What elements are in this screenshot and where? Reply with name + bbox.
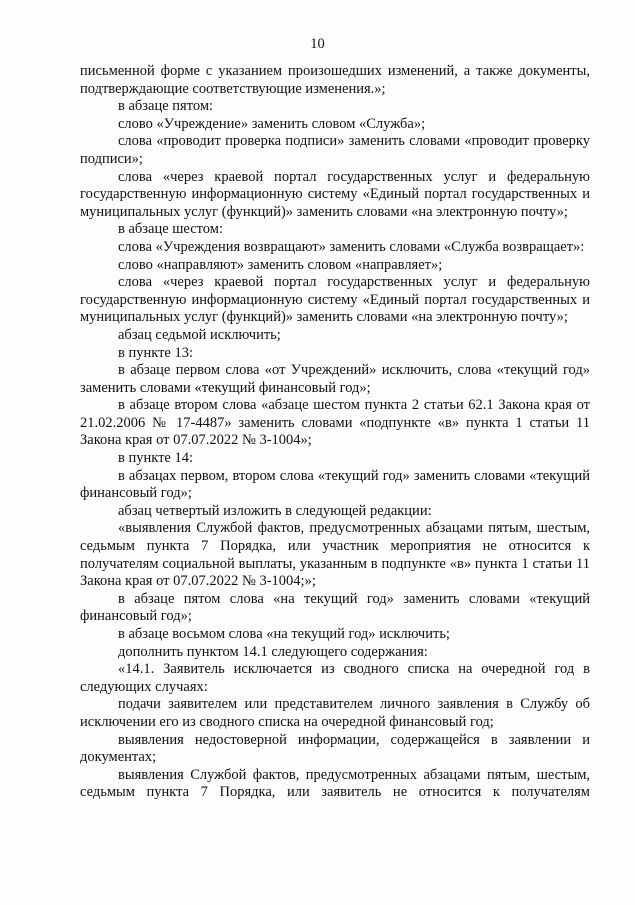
paragraph: слово «Учреждение» заменить словом «Служба»; [118, 115, 426, 132]
paragraph: в абзацах первом, втором слова «текущий год» заменить словами «текущий финансовый год»; [80, 467, 590, 502]
paragraph: слова «через краевой портал государственных услуг и федеральную государственную информационную систему «Единый портал государственных и муниципальных услуг (функций)» заменить словами «на электронную почту»; [80, 274, 590, 326]
paragraph: в абзаце пятом: [118, 98, 214, 115]
paragraph: «14.1. Заявитель исключается из сводного списка на очередной год в следующих случаях: [80, 661, 590, 695]
document-body [80, 63, 590, 802]
page-number: 10 [310, 36, 325, 52]
paragraph: слова «через краевой портал государственных услуг и федеральную государственную информационную систему «Единый портал государственных и муниципальных услуг (функций)» заменить словами «на электронную почту»; [80, 168, 590, 220]
paragraph: «выявления Службой фактов, предусмотренных абзацами пятым, шестым, седьмым пункта 7 Порядка, или участник мероприятия не относится к получателям социальной выплаты, указанным в подпункте «в» пункта 1 статьи 11 Закона края от 07.07.2022 № 3-1004;»; [80, 520, 590, 590]
paragraph: слово «направляют» заменить словом «направляет»; [118, 256, 443, 273]
paragraph: слова «проводит проверка подписи» заменить словами «проводит проверку подписи»; [80, 133, 590, 167]
paragraph: в пункте 13: [118, 344, 194, 361]
paragraph: дополнить пунктом 14.1 следующего содержания: [118, 643, 428, 660]
paragraph: выявления недостоверной информации, содержащейся в заявлении и документах; [80, 731, 590, 766]
paragraph: письменной форме с указанием произошедших изменений, а также документы, подтверждающие соответствующие изменения.»; [80, 63, 590, 97]
paragraph: в абзаце пятом слова «на текущий год» заменить словами «текущий финансовый год»; [80, 590, 590, 625]
paragraph: в абзаце восьмом слова «на текущий год» исключить; [118, 626, 450, 642]
paragraph: абзац седьмой исключить; [118, 326, 281, 343]
paragraph: в пункте 14: [118, 450, 194, 467]
paragraph: выявления Службой фактов, предусмотренных абзацами пятым, шестым, седьмым пункта 7 Порядка, или заявитель не относится к получателям [80, 766, 590, 801]
paragraph: в абзаце первом слова «от Учреждений» исключить, слова «текущий год» заменить словами «текущий финансовый год»; [80, 362, 590, 396]
paragraph: слова «Учреждения возвращают» заменить словами «Служба возвращает»: [118, 238, 585, 255]
paragraph: в абзаце втором слова «абзаце шестом пункта 2 статьи 62.1 Закона края от 21.02.2006 № 17-4487» заменить словами «подпункте «в» пункта 1 статьи 11 Закона края от 07.07.2022 № 3-1004»; [80, 397, 590, 449]
paragraph: абзац четвертый изложить в следующей редакции: [118, 502, 432, 519]
paragraph: подачи заявителем или представителем личного заявления в Службу об исключении его из сводного списка на очередной финансовый год; [80, 696, 590, 730]
paragraph: в абзаце шестом: [118, 221, 223, 238]
